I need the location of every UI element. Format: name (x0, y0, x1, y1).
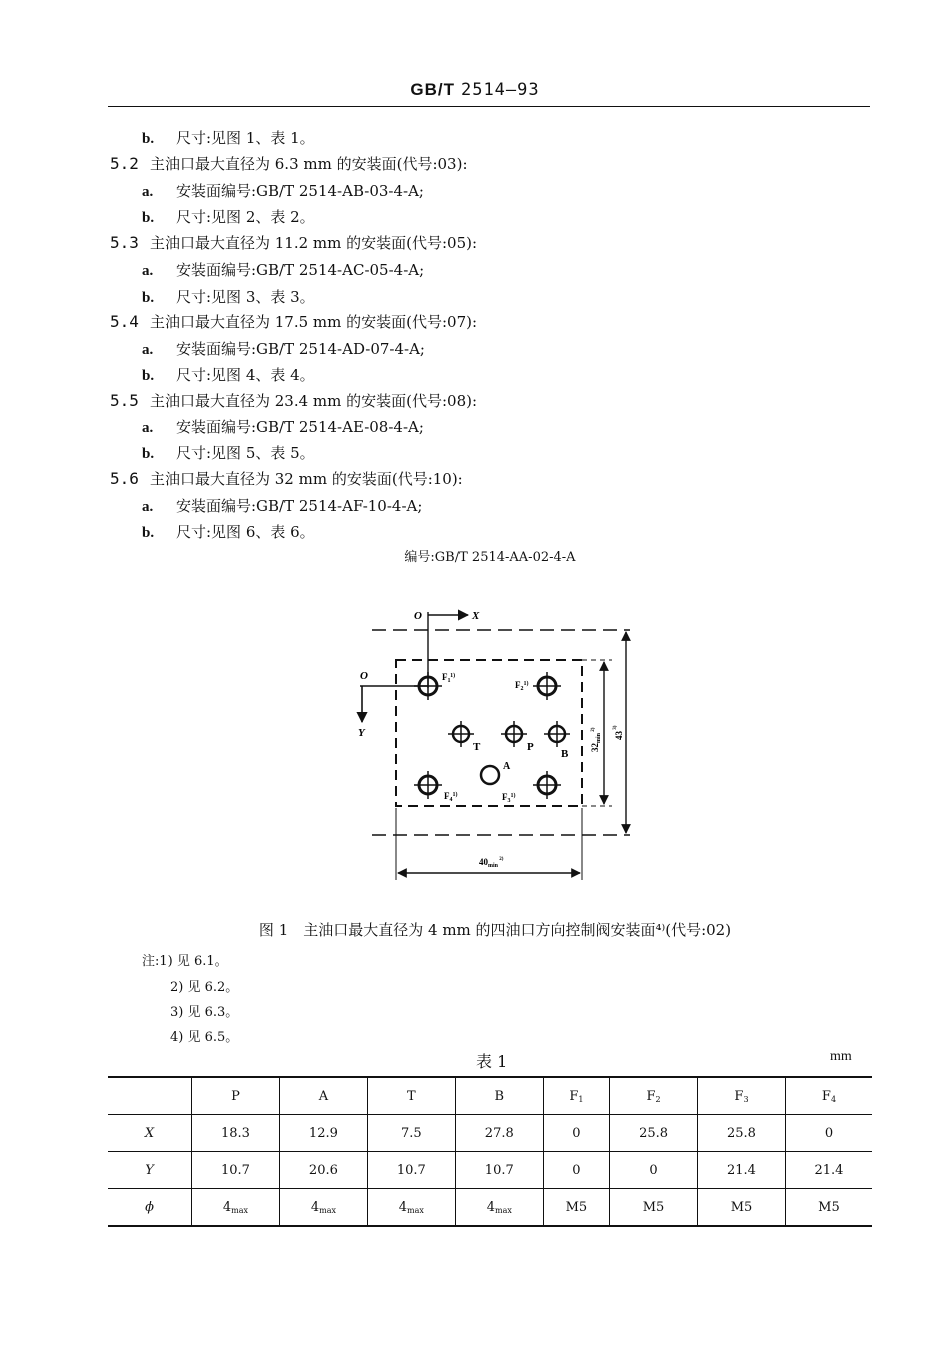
table-cell: 7.5 (367, 1115, 455, 1152)
table-cell: $4_{max}$ (367, 1189, 455, 1227)
table-cell: 12.9 (279, 1115, 367, 1152)
origin-left-label: O (360, 670, 368, 682)
item-label: a. (142, 184, 154, 200)
section-number: 5.6 (110, 469, 139, 488)
table-cell: 0 (785, 1115, 872, 1152)
mounting-face-figure (340, 595, 650, 895)
text-line (142, 495, 422, 516)
line-text: 主油口最大直径为 23.4 mm 的安装面(代号:08): (150, 392, 478, 410)
text-line (142, 206, 315, 227)
port-f3 (502, 771, 561, 804)
col-header: B (455, 1077, 543, 1115)
port-f2 (515, 672, 561, 700)
col-header: $F_3$ (698, 1077, 786, 1115)
line-text: 尺寸:见图 1、表 1。 (176, 129, 315, 147)
col-header: $F_1$ (543, 1077, 609, 1115)
line-text: 安装面编号:GB/T 2514-AD-07-4-A; (176, 340, 425, 358)
text-line (142, 338, 425, 359)
text-line (142, 416, 424, 437)
table-cell: M5 (543, 1189, 609, 1227)
item-label: b. (142, 210, 155, 226)
line-text: 尺寸:见图 2、表 2。 (176, 208, 315, 226)
table-cell: 21.4 (698, 1152, 786, 1189)
row-label: X (108, 1115, 192, 1152)
section-number: 5.3 (110, 233, 139, 252)
table-cell: 10.7 (367, 1152, 455, 1189)
line-text: 安装面编号:GB/T 2514-AF-10-4-A; (176, 497, 423, 515)
header-std: GB/T (410, 80, 455, 99)
text-line (142, 259, 424, 280)
port-f4 (414, 771, 458, 803)
port-f1 (414, 672, 455, 700)
note-2: 2) 见 6.2。 (170, 980, 239, 995)
line-text: 尺寸:见图 3、表 3。 (176, 288, 315, 306)
dim-43-label: 43 $^{3)}$ (613, 725, 624, 740)
port-a (481, 761, 511, 784)
table-cell: 21.4 (785, 1152, 872, 1189)
table-row (108, 1189, 872, 1227)
table-cell: 27.8 (455, 1115, 543, 1152)
line-text: 尺寸:见图 5、表 5。 (176, 444, 315, 462)
col-header: P (192, 1077, 280, 1115)
item-label: a. (142, 342, 154, 358)
line-text: 安装面编号:GB/T 2514-AE-08-4-A; (176, 418, 424, 436)
dim-40-label: $40_{min}$ $^{2)}$ (479, 857, 504, 869)
line-text: 安装面编号:GB/T 2514-AB-03-4-A; (176, 182, 424, 200)
table-cell: 0 (610, 1152, 698, 1189)
y-axis-label: Y (358, 727, 365, 739)
section-number: 5.2 (110, 154, 139, 173)
table-cell: 20.6 (279, 1152, 367, 1189)
col-header: T (367, 1077, 455, 1115)
text-line (142, 442, 315, 463)
row-label: Y (108, 1152, 192, 1189)
svg-text:F41): $F_4^{1)}$ (444, 791, 458, 803)
line-text: 主油口最大直径为 11.2 mm 的安装面(代号:05): (150, 234, 478, 252)
col-header: $F_2$ (610, 1077, 698, 1115)
col-header: A (279, 1077, 367, 1115)
table-cell: $4_{max}$ (455, 1189, 543, 1227)
table-cell: 0 (543, 1115, 609, 1152)
table-cell: M5 (785, 1189, 872, 1227)
text-line (110, 153, 468, 174)
svg-text:P: P (527, 741, 534, 753)
table-row (108, 1152, 872, 1189)
figure-caption: 图 1 主油口最大直径为 4 mm 的四油口方向控制阀安装面⁴⁾(代号:02) (258, 921, 732, 939)
text-line (142, 286, 315, 307)
text-line (142, 127, 315, 148)
table-cell: 10.7 (192, 1152, 280, 1189)
line-text: 安装面编号:GB/T 2514-AC-05-4-A; (176, 261, 425, 279)
line-text: 尺寸:见图 6、表 6。 (176, 523, 315, 541)
item-label: a. (142, 499, 154, 515)
svg-text:F31): $F_3^{1)}$ (502, 792, 516, 804)
port-t (448, 721, 481, 753)
section-number: 5.4 (110, 312, 139, 331)
x-axis-label: X (472, 610, 480, 622)
svg-text:T: T (473, 741, 481, 753)
svg-text:B: B (561, 748, 569, 760)
table-caption: 表 1 (476, 1052, 508, 1071)
figure-code: 编号:GB/T 2514-AA-02-4-A (404, 550, 576, 565)
page-header (0, 80, 950, 100)
text-line (142, 521, 315, 542)
col-header: $F_4$ (785, 1077, 872, 1115)
dim-32-label: $32_{min}$ $^{2)}$ (590, 727, 602, 752)
section-number: 5.5 (110, 391, 139, 410)
item-label: a. (142, 420, 154, 436)
svg-text:A: A (503, 761, 511, 772)
text-line (110, 468, 463, 489)
row-label: ϕ (108, 1189, 192, 1227)
item-label: b. (142, 290, 155, 306)
text-line (110, 232, 477, 253)
port-p (501, 721, 534, 753)
line-text: 尺寸:见图 4、表 4。 (176, 366, 315, 384)
item-label: b. (142, 525, 155, 541)
note-3: 3) 见 6.3。 (170, 1005, 239, 1020)
line-text: 主油口最大直径为 32 mm 的安装面(代号:10): (150, 470, 463, 488)
text-line (142, 364, 315, 385)
item-label: b. (142, 368, 155, 384)
item-label: b. (142, 131, 155, 147)
table-row (108, 1115, 872, 1152)
line-text: 主油口最大直径为 17.5 mm 的安装面(代号:07): (150, 313, 478, 331)
port-coordinates-table (108, 1076, 872, 1227)
header-number: 2514—93 (460, 80, 540, 100)
svg-text:F11): $F_1^{1)}$ (442, 672, 456, 684)
header-rule (108, 106, 870, 107)
table-cell: M5 (698, 1189, 786, 1227)
note-4: 4) 见 6.5。 (170, 1030, 239, 1045)
table-cell: $4_{max}$ (279, 1189, 367, 1227)
item-label: b. (142, 446, 155, 462)
origin-top-label: O (414, 610, 422, 622)
text-line (110, 311, 477, 332)
text-line (142, 180, 424, 201)
table-cell: 25.8 (698, 1115, 786, 1152)
note-1: 注:1) 见 6.1。 (142, 954, 228, 969)
table-unit: mm (830, 1049, 852, 1064)
table-corner (108, 1077, 192, 1115)
table-header-row (108, 1077, 872, 1115)
item-label: a. (142, 263, 154, 279)
svg-text:F21): $F_2^{1)}$ (515, 680, 529, 692)
table-cell: M5 (610, 1189, 698, 1227)
line-text: 主油口最大直径为 6.3 mm 的安装面(代号:03): (150, 155, 468, 173)
table-cell: 0 (543, 1152, 609, 1189)
table-cell: $4_{max}$ (192, 1189, 280, 1227)
table-cell: 18.3 (192, 1115, 280, 1152)
table-cell: 25.8 (610, 1115, 698, 1152)
port-b (544, 721, 570, 760)
text-line (110, 390, 477, 411)
table-cell: 10.7 (455, 1152, 543, 1189)
